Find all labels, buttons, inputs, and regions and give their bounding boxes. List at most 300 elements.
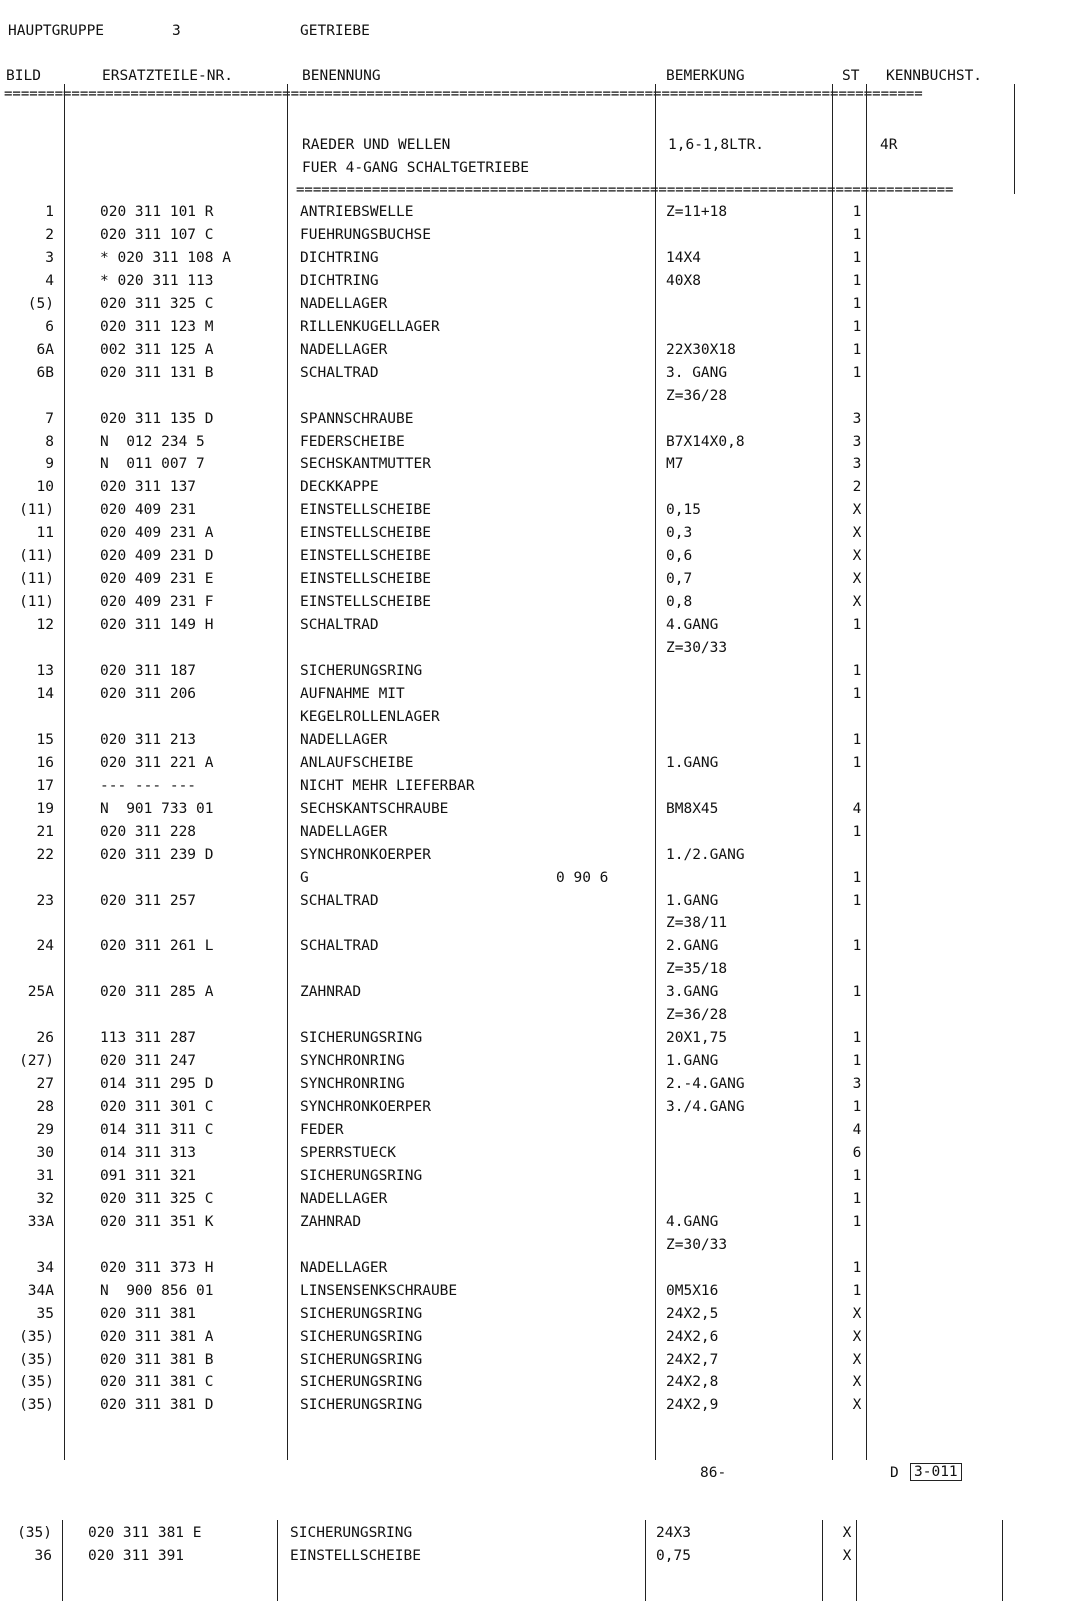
part-number-cell: 020 311 228 [100,823,197,840]
part-number-cell: 020 311 149 H [100,617,214,634]
part-number-cell: 020 311 135 D [100,410,214,427]
col-kennbuchst: KENNBUCHST. [886,68,983,84]
section-code: 4R [880,137,898,153]
name-cell: EINSTELLSCHEIBE [300,571,431,588]
qty-cell: 6 [852,1144,862,1161]
part-number-cell: 020 311 213 [100,731,197,748]
bild-cell: (35) [19,1351,54,1368]
qty-cell: X [852,1397,862,1414]
remark-cell: Z=30/33 [666,1236,728,1253]
section-title-2: FUER 4-GANG SCHALTGETRIEBE [302,160,529,176]
bild-cell: (27) [19,1053,54,1070]
qty-cell: 1 [852,272,862,289]
part-number-cell: 020 311 351 K [100,1213,214,1230]
part-number-cell: N 011 007 7 [100,456,205,473]
table-row [0,1234,1087,1257]
qty-cell: 1 [852,249,862,266]
qty-cell: 1 [852,869,862,886]
bild-cell: 2 [45,226,54,243]
bild-cell: 24 [36,938,54,955]
name-cell: G [300,869,309,886]
qty-cell: 4 [852,800,862,817]
table-row [0,385,1087,408]
table-row [0,1211,1087,1234]
name-cell: SICHERUNGSRING [290,1525,413,1541]
table-row [0,683,1087,706]
bild-cell: 19 [36,800,54,817]
col-benennung: BENENNUNG [302,68,381,84]
qty-cell: X [852,1374,862,1391]
table-row [0,1257,1087,1280]
bild-cell: 28 [36,1099,54,1116]
remark-cell: 1./2.GANG [666,846,745,863]
bild-cell: 17 [36,777,54,794]
col-bild: BILD [6,68,41,84]
name-cell: ZAHNRAD [300,984,362,1001]
qty-cell: 1 [852,1167,862,1184]
name-cell: NICHT MEHR LIEFERBAR [300,777,475,794]
name-cell: EINSTELLSCHEIBE [290,1548,421,1564]
remark-cell: BM8X45 [666,800,719,817]
table-row [0,1394,1087,1417]
name-cell: NADELLAGER [300,341,388,358]
qty-cell: 4 [852,1122,862,1138]
qty-cell: 1 [852,663,862,679]
table-row [0,981,1087,1004]
part-number-cell: 091 311 321 [100,1167,197,1184]
remark-cell: 24X2,9 [666,1397,719,1414]
remark-cell: 0,75 [656,1548,691,1564]
part-number-cell: N 012 234 5 [100,433,205,450]
table-row [0,1142,1087,1165]
col-ersatzteile: ERSATZTEILE-NR. [102,68,233,84]
part-number-cell: 020 409 231 E [100,571,214,588]
name-cell: SYNCHRONRING [300,1053,405,1070]
table-row [0,1096,1087,1119]
name-cell: KEGELROLLENLAGER [300,708,440,725]
qty-cell: 1 [852,226,862,243]
part-number-cell: 020 311 261 L [100,938,214,955]
remark-cell: 0,6 [666,548,693,565]
page-code: 3-011 [910,1463,962,1481]
name-cell: ANLAUFSCHEIBE [300,754,414,771]
remark-cell: Z=11+18 [666,204,728,220]
qty-cell: 1 [852,1053,862,1070]
remark-cell: 2.-4.GANG [666,1076,745,1093]
group-number: 3 [172,23,181,39]
remark-cell: 24X2,5 [666,1305,719,1322]
section-letter: D [890,1465,899,1481]
table-row [0,1073,1087,1096]
part-number-cell: 020 311 107 C [100,226,214,243]
table-row [0,706,1087,729]
qty-cell: 1 [852,823,862,840]
remark-cell: Z=38/11 [666,915,728,932]
name-cell: AUFNAHME MIT [300,685,405,702]
name-cell: DICHTRING [300,272,379,289]
bild-cell: 34 [36,1259,54,1276]
table-row [0,316,1087,339]
remark-cell: 0,3 [666,525,693,542]
header-rule: ============================================================================================================= [4,86,923,102]
remark-cell: 3./4.GANG [666,1099,745,1116]
bild-cell: (35) [19,1328,54,1345]
part-number-cell: 020 311 123 M [100,318,214,335]
remark-cell: 2.GANG [666,938,719,955]
bild-cell: 9 [45,456,54,473]
name-cell: RILLENKUGELLAGER [300,318,440,335]
qty-cell: X [852,502,862,519]
bild-cell: 22 [36,846,54,863]
part-number-cell: 020 311 373 H [100,1259,214,1276]
group-title: GETRIEBE [300,23,370,39]
name-cell: SECHSKANTMUTTER [300,456,431,473]
part-number-cell: 020 311 137 [100,479,197,496]
table-row [0,752,1087,775]
part-number-cell: 002 311 125 A [100,341,214,358]
part-number-cell: 020 311 239 D [100,846,214,863]
qty-cell: 1 [852,295,862,312]
table-row [0,775,1087,798]
qty-cell: X [852,525,862,542]
part-number-cell: 020 409 231 D [100,548,214,565]
name-cell: SCHALTRAD [300,892,379,909]
bild-cell: 13 [36,663,54,679]
table-row [0,1371,1087,1394]
qty-cell: 1 [852,1190,862,1207]
table-row [0,1004,1087,1027]
qty-cell: 1 [852,1213,862,1230]
bild-cell: 34A [27,1282,54,1299]
part-number-cell: 020 311 131 B [100,364,214,381]
qty-cell: 1 [852,685,862,702]
name-cell: NADELLAGER [300,731,388,748]
qty-cell: X [852,548,862,565]
remark-cell: 24X2,8 [666,1374,719,1391]
qty-cell: 1 [852,617,862,634]
remark-cell: B7X14X0,8 [666,433,745,450]
name-cell: NADELLAGER [300,295,388,312]
bild-cell: 36 [34,1548,52,1564]
bild-cell: 32 [36,1190,54,1207]
bild-cell: 29 [36,1122,54,1138]
bild-cell: 35 [36,1305,54,1322]
bild-cell: (11) [19,594,54,611]
part-number-cell: 113 311 287 [100,1030,197,1047]
table-row [0,660,1087,683]
part-number-cell: 020 311 301 C [100,1099,214,1116]
remark-cell: 1.GANG [666,892,719,909]
name-cell: LINSENSENKSCHRAUBE [300,1282,458,1299]
name-cell: FEDERSCHEIBE [300,433,405,450]
name-cell: EINSTELLSCHEIBE [300,548,431,565]
part-number-cell: 020 311 206 [100,685,197,702]
table-row [0,362,1087,385]
part-number-cell: 020 311 325 C [100,295,214,312]
bild-cell: 10 [36,479,54,496]
col-bemerkung: BEMERKUNG [666,68,745,84]
bild-cell: (35) [19,1397,54,1414]
part-number-cell: 020 311 381 E [88,1525,202,1541]
name-cell: SYNCHRONRING [300,1076,405,1093]
name-cell: ANTRIEBSWELLE [300,204,414,220]
qty-cell: 1 [852,341,862,358]
name-cell: SICHERUNGSRING [300,1305,423,1322]
qty-cell: 1 [852,754,862,771]
qty-cell: X [842,1525,852,1541]
table-row [0,637,1087,660]
bild-cell: 16 [36,754,54,771]
table-row [0,431,1087,454]
part-number-cell: 014 311 313 [100,1144,197,1161]
remark-cell: 40X8 [666,272,701,289]
bild-cell: 30 [36,1144,54,1161]
table-row [0,408,1087,431]
part-number-cell: * 020 311 108 A [100,249,231,266]
bild-cell: 14 [36,685,54,702]
table-row [0,1545,1087,1568]
part-number-cell: 020 409 231 [100,502,197,519]
remark-cell: 24X3 [656,1525,691,1541]
table-row [0,867,1087,890]
remark-cell: 0,15 [666,502,701,519]
part-number-cell: 020 311 381 A [100,1328,214,1345]
qty-cell: 1 [852,1030,862,1047]
bild-cell: 27 [36,1076,54,1093]
name-cell: NADELLAGER [300,1190,388,1207]
bild-cell: (35) [17,1525,52,1541]
remark-cell: 0,8 [666,594,693,611]
name-cell: DECKKAPPE [300,479,379,496]
table-row [0,844,1087,867]
part-number-cell: 020 311 381 C [100,1374,214,1391]
qty-cell: X [852,1328,862,1345]
name-cell: NADELLAGER [300,823,388,840]
bild-cell: 6A [36,341,54,358]
bild-cell: 1 [45,204,54,220]
qty-cell: X [852,1351,862,1368]
name-cell: SCHALTRAD [300,617,379,634]
bild-cell: 11 [36,525,54,542]
bild-cell: (5) [27,295,54,312]
part-number-cell: 020 311 325 C [100,1190,214,1207]
bild-cell: 21 [36,823,54,840]
remark-cell: 1.GANG [666,1053,719,1070]
table-row [0,729,1087,752]
part-number-cell: 020 409 231 F [100,594,214,611]
bild-cell: (11) [19,571,54,588]
qty-cell: 2 [852,479,862,496]
remark-cell: 4.GANG [666,617,719,634]
table-row [0,270,1087,293]
qty-cell: 1 [852,892,862,909]
page-number: 86- [700,1465,727,1481]
table-row [0,568,1087,591]
part-number-cell: 020 311 381 [100,1305,197,1322]
group-label: HAUPTGRUPPE [8,23,105,39]
name-cell: DICHTRING [300,249,379,266]
qty-cell: 3 [852,410,862,427]
remark-cell: 20X1,75 [666,1030,728,1047]
name-cell: SICHERUNGSRING [300,1167,423,1184]
qty-cell: 1 [852,938,862,955]
table-row [0,798,1087,821]
table-row [0,1326,1087,1349]
table-row [0,958,1087,981]
table-row [0,935,1087,958]
table-row [0,1522,1087,1545]
bild-cell: 25A [27,984,54,1001]
part-number-cell: * 020 311 113 [100,272,214,289]
name-cell: SCHALTRAD [300,364,379,381]
part-number-cell: 014 311 311 C [100,1122,214,1138]
table-row [0,1349,1087,1372]
name-cell: SYNCHRONKOERPER [300,1099,431,1116]
name-cell: EINSTELLSCHEIBE [300,594,431,611]
bild-cell: 6 [45,318,54,335]
table-row [0,545,1087,568]
bild-cell: (11) [19,548,54,565]
name-cell: SICHERUNGSRING [300,1351,423,1368]
divider-right [1014,84,1015,194]
remark-cell: M7 [666,456,684,473]
part-number-cell: 020 311 247 [100,1053,197,1070]
qty-cell: 1 [852,1259,862,1276]
name-cell: SYNCHRONKOERPER [300,846,431,863]
remark-cell: 3.GANG [666,984,719,1001]
table-row [0,293,1087,316]
remark-cell: 0,7 [666,571,693,588]
part-number-cell: 020 311 257 [100,892,197,909]
section-rule: ============================================================================== [296,182,954,198]
part-number-cell: 020 311 221 A [100,754,214,771]
table-row [0,476,1087,499]
qty-cell: 1 [852,1099,862,1116]
qty-cell: 3 [852,456,862,473]
name-cell: SECHSKANTSCHRAUBE [300,800,449,817]
qty-cell: X [852,1305,862,1322]
remark-cell: 22X30X18 [666,341,736,358]
name-cell: SICHERUNGSRING [300,1374,423,1391]
part-number-cell: 020 311 101 R [100,204,214,220]
name-cell: SCHALTRAD [300,938,379,955]
name-cell: FEDER [300,1122,344,1138]
remark-cell: Z=36/28 [666,1007,728,1024]
qty-cell: X [842,1548,852,1564]
table-row [0,591,1087,614]
name-cell: SPANNSCHRAUBE [300,410,414,427]
section-title-1: RAEDER UND WELLEN [302,137,451,153]
remark-cell: 24X2,6 [666,1328,719,1345]
bild-cell: 26 [36,1030,54,1047]
part-number-cell: 020 311 187 [100,663,197,679]
name-cell: SICHERUNGSRING [300,1328,423,1345]
name-cell: NADELLAGER [300,1259,388,1276]
qty-cell: X [852,571,862,588]
name-cell: SICHERUNGSRING [300,663,423,679]
table-row [0,453,1087,476]
remark-cell: 0M5X16 [666,1282,719,1299]
bild-cell: 4 [45,272,54,289]
bild-cell: 23 [36,892,54,909]
remark-cell: Z=35/18 [666,961,728,978]
bild-cell: 15 [36,731,54,748]
qty-cell: 1 [852,1282,862,1299]
table-row [0,912,1087,935]
name-cell: SICHERUNGSRING [300,1030,423,1047]
part-number-cell: 020 409 231 A [100,525,214,542]
part-number-cell: 020 311 285 A [100,984,214,1001]
bild-cell: 8 [45,433,54,450]
name-cell: SPERRSTUECK [300,1144,397,1161]
name-cell: ZAHNRAD [300,1213,362,1230]
table-row [0,499,1087,522]
remark-cell: 3. GANG [666,364,728,381]
name-cell: EINSTELLSCHEIBE [300,502,431,519]
part-number-cell: 020 311 391 [88,1548,185,1564]
bild-cell: 7 [45,410,54,427]
table-row [0,201,1087,224]
bild-cell: 33A [27,1213,54,1230]
remark-cell: 24X2,7 [666,1351,719,1368]
col-st: ST [842,68,860,84]
remark-cell: 14X4 [666,249,701,266]
bild-cell: 12 [36,617,54,634]
qty-cell: 1 [852,731,862,748]
table-row [0,1027,1087,1050]
qty-cell: 1 [852,984,862,1001]
note-cell: 0 90 6 [556,869,609,886]
qty-cell: 1 [852,364,862,381]
bild-cell: (11) [19,502,54,519]
table-row [0,1165,1087,1188]
bild-cell: (35) [19,1374,54,1391]
name-cell: FUEHRUNGSBUCHSE [300,226,431,243]
name-cell: SICHERUNGSRING [300,1397,423,1414]
qty-cell: 3 [852,1076,862,1093]
bild-cell: 6B [36,364,54,381]
section-remark: 1,6-1,8LTR. [668,137,765,153]
remark-cell: 1.GANG [666,754,719,771]
table-row [0,1303,1087,1326]
table-row [0,247,1087,270]
part-number-cell: N 901 733 01 [100,800,214,817]
part-number-cell: 020 311 381 D [100,1397,214,1414]
part-number-cell: 020 311 381 B [100,1351,214,1368]
table-row [0,1119,1087,1142]
table-row [0,614,1087,637]
qty-cell: 3 [852,433,862,450]
table-row [0,821,1087,844]
bild-cell: 31 [36,1167,54,1184]
table-row [0,224,1087,247]
bild-cell: 3 [45,249,54,266]
remark-cell: Z=30/33 [666,640,728,657]
remark-cell: 4.GANG [666,1213,719,1230]
table-row [0,339,1087,362]
table-row [0,890,1087,913]
name-cell: EINSTELLSCHEIBE [300,525,431,542]
table-row [0,1280,1087,1303]
part-number-cell: 014 311 295 D [100,1076,214,1093]
remark-cell: Z=36/28 [666,387,728,404]
part-number-cell: N 900 856 01 [100,1282,214,1299]
qty-cell: 1 [852,204,862,220]
table-row [0,522,1087,545]
table-row [0,1050,1087,1073]
table-row [0,1188,1087,1211]
part-number-cell: --- --- --- [100,777,197,794]
